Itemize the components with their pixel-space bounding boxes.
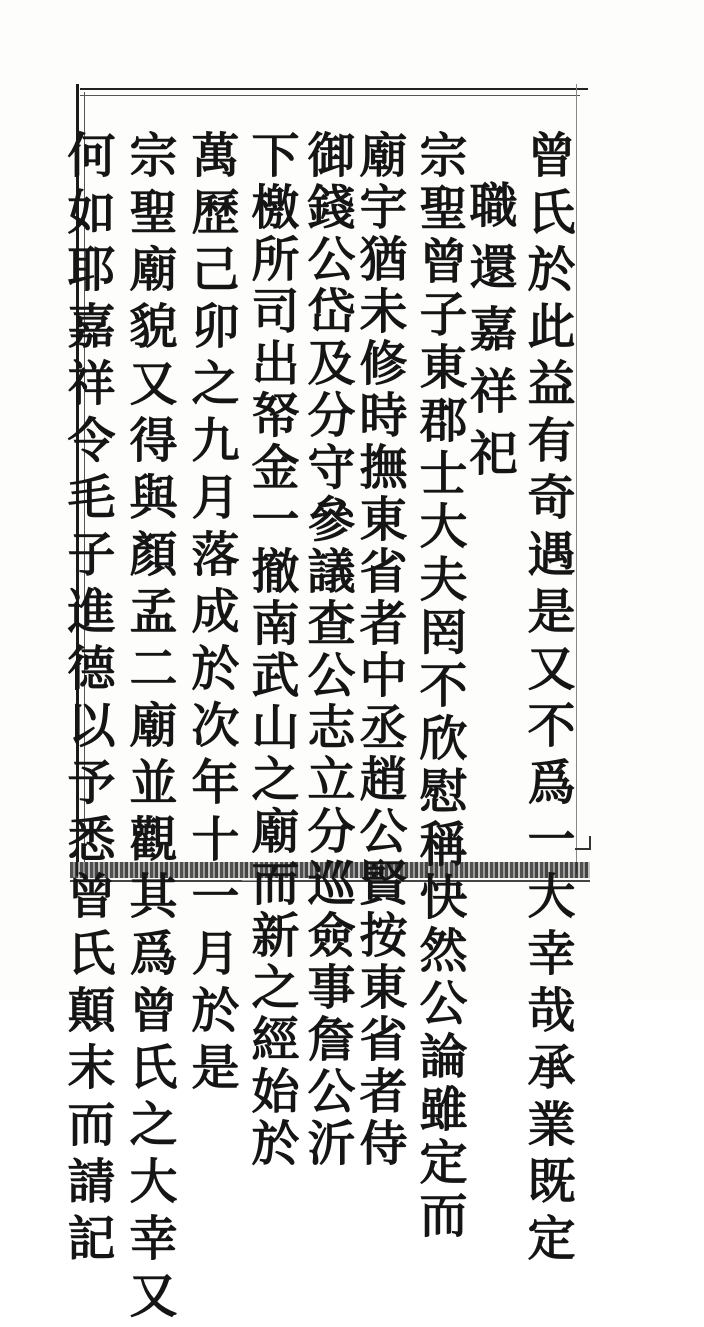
text-column-9: 何如耶嘉祥令毛子進德以予悉曾氏顛末而請記 <box>59 130 115 1270</box>
border-top-inner <box>80 95 580 96</box>
text-column-6: 下檄所司出帑金一撤南武山之廟而新之經始於 <box>243 130 299 1170</box>
text-column-7: 萬歷己卯之九月落成於次年十一月於是 <box>183 130 239 1099</box>
text-column-5: 御錢公岱及分守參議查公志立分巡僉事詹公沂 <box>299 130 355 1170</box>
text-column-1: 曾氏於此益有奇遇是又不爲一大幸哉承業既定 <box>519 130 575 1270</box>
text-column-2: 職還嘉祥祀 <box>461 180 517 490</box>
corner-mark <box>575 836 591 850</box>
border-right <box>576 84 577 874</box>
text-column-8: 宗聖廟貌又得與顏孟二廟並觀其爲曾氏之大幸又 <box>121 130 177 1327</box>
text-column-4: 廟宇猶未修時撫東省者中丞趙公賢按東省者侍 <box>351 130 407 1170</box>
text-column-3: 宗聖曾子東郡士大夫罔不欣慰稱快然公論雖定而 <box>411 130 467 1243</box>
border-top <box>80 88 588 90</box>
